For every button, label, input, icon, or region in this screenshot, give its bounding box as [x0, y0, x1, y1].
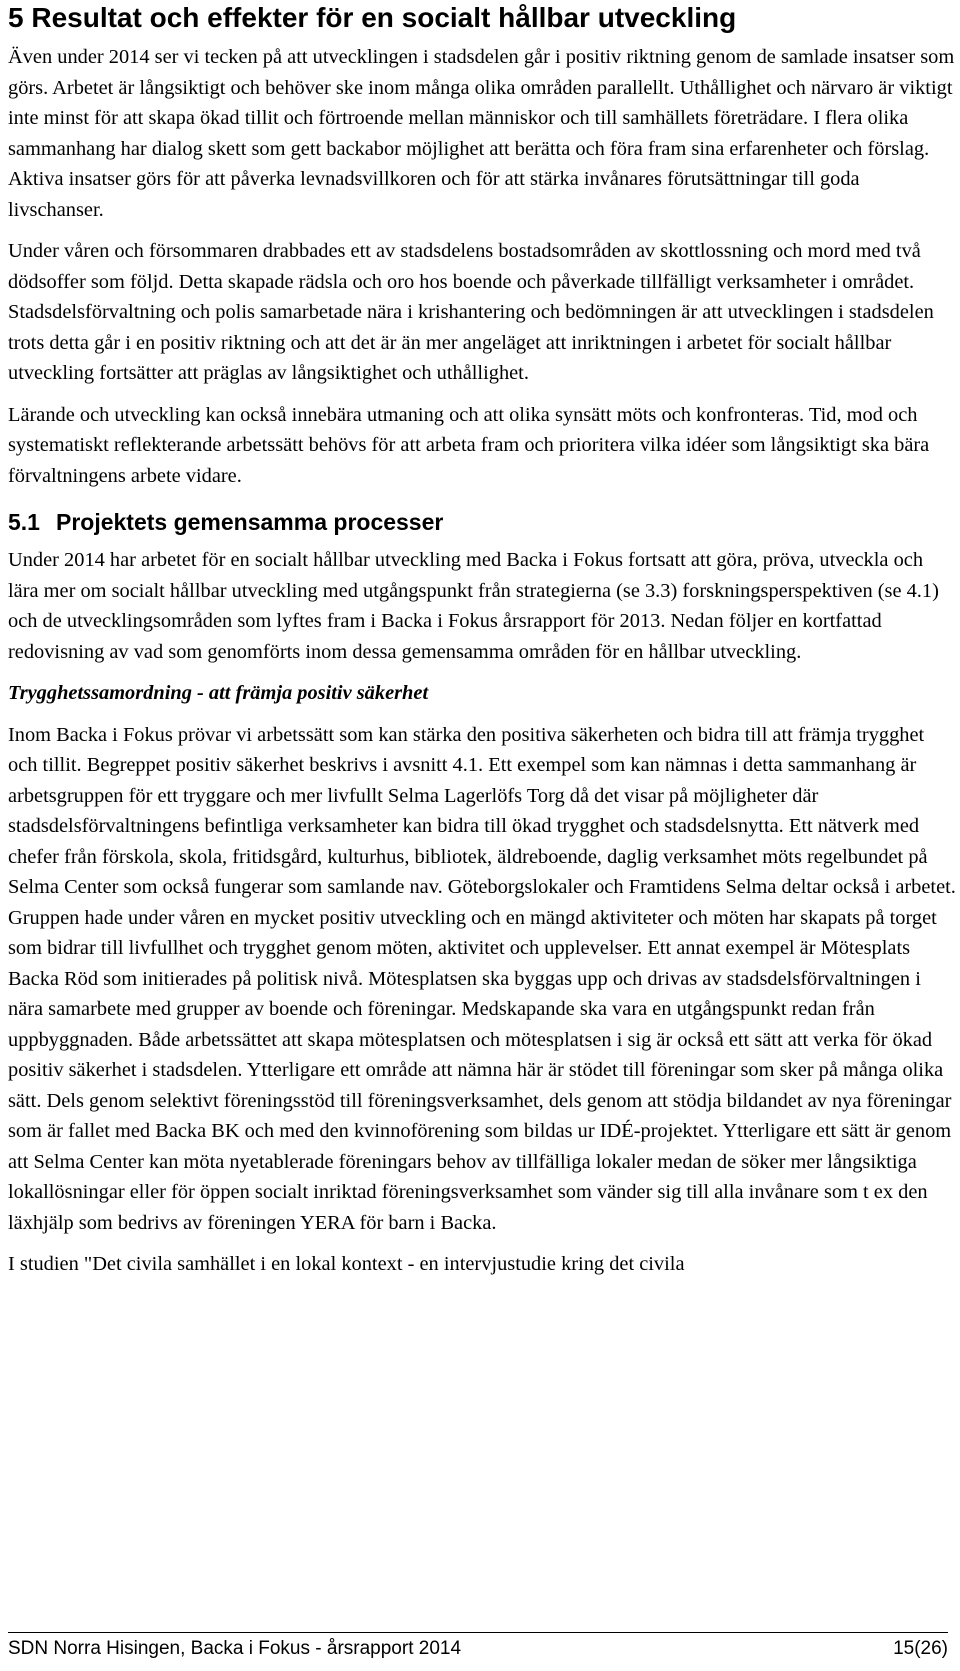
footer-page-number: 15(26) — [893, 1638, 948, 1659]
subsection-heading — [8, 508, 956, 536]
page-footer — [8, 1632, 948, 1659]
subsection-number: 5.1 — [8, 509, 40, 535]
footer-document-title: SDN Norra Hisingen, Backa i Fokus - årsrapport 2014 — [8, 1638, 462, 1659]
body-paragraph-3: Lärande och utveckling kan också innebära utmaning och att olika synsätt möts och konfronteras. Tid, mod och systematiskt reflekterande arbetssätt behövs för att arbeta fram och prioritera vilka idéer som långsiktigt ska bära förvaltningens arbete vidare. — [8, 403, 930, 487]
subsection-title: Projektets gemensamma processer — [55, 509, 444, 535]
closing-paragraph: I studien "Det civila samhället i en lokal kontext - en intervjustudie kring det civila — [8, 1253, 685, 1275]
subsection-intro-paragraph: Under 2014 har arbetet för en socialt hållbar utveckling med Backa i Fokus fortsatt att göra, pröva, utveckla och lära mer om socialt hållbar utveckling med utgångspunkt från strategierna (se 3.3) forskningsperspektiven (se 4.1) och de utvecklingsområden som lyftes fram i Backa i Fokus årsrapport för 2013. Nedan följer en kortfattad redovisning av vad som genomförts inom dessa gemensamma områden för en hållbar utveckling. — [8, 549, 939, 663]
topic-subheading: Trygghetssamordning - att främja positiv säkerhet — [8, 682, 429, 704]
page-content — [8, 0, 956, 1291]
topic-body-paragraph: Inom Backa i Fokus prövar vi arbetssätt som kan stärka den positiva säkerheten och bidra till att främja trygghet och tillit. Begreppet positiv säkerhet beskrivs i avsnitt 4.1. Ett exempel som kan nämnas i detta sammanhang är arbetsgruppen för ett tryggare och mer livfullt Selma Lagerlöfs Torg då det visar på möjligheter där stadsdelsförvaltningens befintliga verksamheter kan bidra till ökad trygghet och stadsdelsnytta. Ett nätverk med chefer från förskola, skola, fritidsgård, kulturhus, bibliotek, äldreboende, daglig verksamhet möts regelbundet på Selma Center som också fungerar som samlande nav. Göteborgslokaler och Framtidens Selma deltar också i arbetet. Gruppen hade under våren en mycket positiv utveckling och en mängd aktiviteter och möten har skapats på torget som bidrar till livfullhet och trygghet genom möten, aktivitet och upplevelser. Ett annat exempel är Mötesplats Backa Röd som initierades på politisk nivå. Mötesplatsen ska byggas upp och drivas av stadsdelsförvaltningen i nära samarbete med grupper av boende och föreningar. Medskapande ska vara en utgångspunkt redan från uppbyggnaden. Både arbetssättet att skapa mötesplatsen och mötesplatsen i sig är också ett sätt att verka för ökad positiv säkerhet i stadsdelen. Ytterligare ett område att nämna här är stödet till föreningar som sker på många olika sätt. Dels genom selektivt föreningsstöd till föreningsverksamhet, dels genom att stödja bildandet av nya föreningar som är fallet med Backa BK och med den kvinnoförening som bildas ur IDÉ-projektet. Ytterligare ett sätt är genom att Selma Center kan möta nyetablerade föreningars behov av tillfälliga lokaler medan de söker mer långsiktiga lokallösningar eller för öppen socialt inriktad föreningsverksamhet som vänder sig till alla invånare som t ex den läxhjälp som bedrivs av föreningen YERA för barn i Backa. — [8, 723, 956, 1234]
body-paragraph-1: Även under 2014 ser vi tecken på att utvecklingen i stadsdelen går i positiv riktning genom de samlade insatser som görs. Arbetet är långsiktigt och behöver ske inom många olika områden parallellt. Uthållighet och närvaro är viktigt inte minst för att skapa ökad tillit och förtroende mellan människor och till samhällets företrädare. I flera olika sammanhang har dialog skett som gett backabor möjlighet att berätta och föra fram sina erfarenheter och förslag. Aktiva insatser görs för att påverka levnadsvillkoren och för att stärka invånares förutsättningar till goda livschanser. — [8, 46, 955, 221]
section-heading: 5 Resultat och effekter för en socialt hållbar utveckling — [8, 2, 737, 33]
body-paragraph-2: Under våren och försommaren drabbades ett av stadsdelens bostadsområden av skottlossning och mord med två dödsoffer som följd. Detta skapade rädsla och oro hos boende och påverkade tillfälligt verksamheter i området. Stadsdelsförvaltning och polis samarbetade nära i krishantering och bedömningen är att utvecklingen i stadsdelen trots detta går i en positiv riktning och att det är än mer angeläget att inriktningen i arbetet för socialt hållbar utveckling fortsätter att präglas av långsiktighet och uthållighet. — [8, 240, 934, 384]
